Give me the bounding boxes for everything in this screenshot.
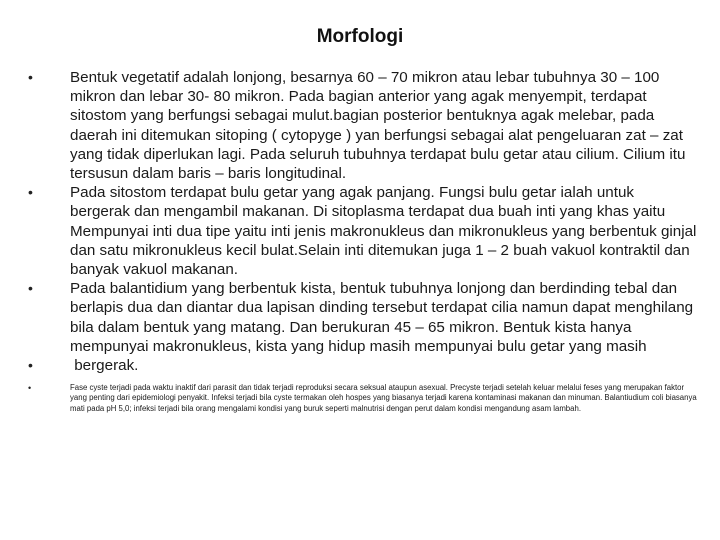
bullet-marker: • xyxy=(28,184,33,201)
bullet-item xyxy=(28,68,698,183)
slide-title: Morfologi xyxy=(316,26,404,47)
bullet-item xyxy=(28,183,698,279)
bullet-text-footnote: Fase cyste terjadi pada waktu inaktif dari parasit dan tidak terjadi reproduksi secara seksual ataupun asexual. Precyste terjadi setelah keluar melalui feses yang merupakan faktor yang penting dari epidemiologi penyakit. Infeksi terjadi bila cyste termakan oleh hospes yang biasanya terjadi karena kontaminasi makanan dan minuman. Balantiudium coli biasanya mati pada pH 5,0; infeksi terjadi bila orang mengalami kondisi yang buruk seperti malnutrisi dengan perut dalam kondisi mengandung asam lambah. xyxy=(70,383,697,413)
bullet-marker: • xyxy=(28,357,33,374)
bullet-item xyxy=(28,356,698,375)
bullet-marker: • xyxy=(28,383,32,394)
bullet-text: Bentuk vegetatif adalah lonjong, besarnya 60 – 70 mikron atau lebar tubuhnya 30 – 100 mikron dan lebar 30- 80 mikron. Pada bagian anterior yang agak menyempit, terdapat sitostom yang berfungsi sebagai mulut.bagian posterior bentuknya agak melebar, pada daerah ini ditemukan sitoping ( cytopyge ) yan berfungsi sebagai alat pengeluaran zat – zat yang tidak diperlukan lagi. Pada seluruh tubuhnya terdapat bulu getar atau cilium. Cilium itu tersusun dalam baris – baris longitudinal. xyxy=(70,69,686,183)
bullet-marker: • xyxy=(28,69,33,85)
bullet-item xyxy=(28,279,698,356)
bullet-text: Pada balantidium yang berbentuk kista, bentuk tubuhnya lonjong dan berdinding tebal dan berlapis dua dan diantar dua lapisan dinding tersebut terdapat cilia namun dapat menghilang bila dalam bentuk yang matang. Dan berukuran 45 – 65 mikron. Bentuk kista hanya mempunyai makronukleus, kista yang hidup masih mempunyai bulu getar yang masih xyxy=(70,280,694,355)
bullet-list xyxy=(28,68,698,414)
bullet-text: Pada sitostom terdapat bulu getar yang agak panjang. Fungsi bulu getar ialah untuk bergerak dan mengambil makanan. Di sitoplasma terdapat dua buah inti yang khas yaitu Mempunyai inti dua tipe yaitu inti jenis makronukleus dan mikronukleus yang berbentuk ginjal dan satu mikronukleus kecil bulat.Selain inti ditemukan juga 1 – 2 buah vakuol kontraktil dan banyak vakuol makanan. xyxy=(70,184,697,279)
bullet-text: bergerak. xyxy=(70,357,139,375)
bullet-marker: • xyxy=(28,280,33,297)
bullet-item-footnote xyxy=(28,383,698,414)
